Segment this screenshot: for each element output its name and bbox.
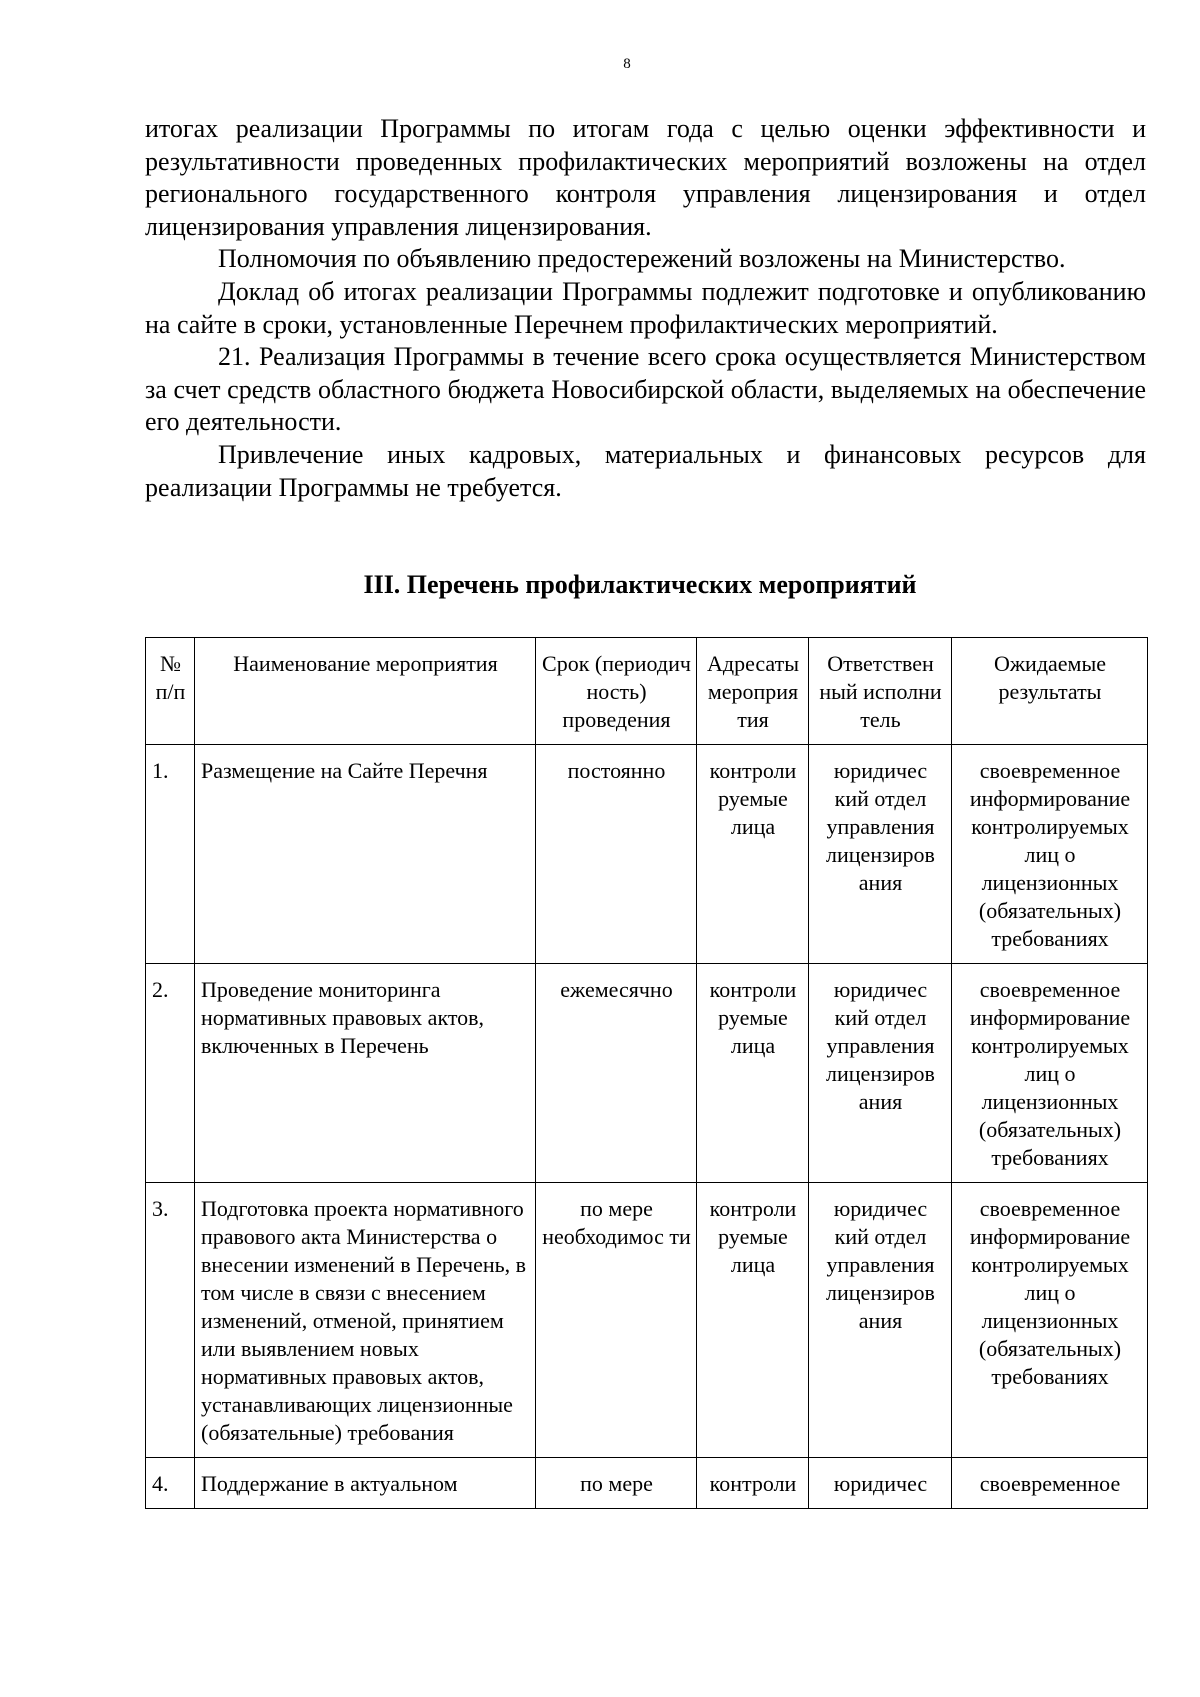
cell-num: 1. xyxy=(146,745,195,964)
paragraph: Доклад об итогах реализации Программы подлежит подготовке и опубликованию на сайте в сроки, установленные Перечнем профилактических мероприятий. xyxy=(145,276,1146,339)
body-text xyxy=(145,113,1146,504)
header-num: № п/п xyxy=(146,638,195,745)
cell-addressees: контроли руемые лица xyxy=(697,1183,809,1458)
table-row xyxy=(146,964,1148,1183)
cell-term: по мере необходимос ти xyxy=(536,1183,697,1458)
cell-addressees: контроли руемые лица xyxy=(697,964,809,1183)
header-executor: Ответствен ный исполни тель xyxy=(809,638,952,745)
cell-num: 2. xyxy=(146,964,195,1183)
table-header-row xyxy=(146,638,1148,745)
header-results: Ожидаемые результаты xyxy=(952,638,1148,745)
cell-name: Размещение на Сайте Перечня xyxy=(195,745,536,964)
cell-executor: юридичес xyxy=(809,1458,952,1509)
cell-num: 4. xyxy=(146,1458,195,1509)
table-row xyxy=(146,1183,1148,1458)
cell-executor: юридичес кий отдел управления лицензиров ания xyxy=(809,1183,952,1458)
cell-name: Поддержание в актуальном xyxy=(195,1458,536,1509)
paragraph: Полномочия по объявлению предостережений возложены на Министерство. xyxy=(218,244,1066,274)
cell-results: своевременное информирование контролируемых лиц о лицензионных (обязательных) требованиях xyxy=(952,964,1148,1183)
cell-term: по мере xyxy=(536,1458,697,1509)
cell-addressees: контроли руемые лица xyxy=(697,745,809,964)
header-term: Срок (периодич ность) проведения xyxy=(536,638,697,745)
events-table xyxy=(145,637,1148,1509)
table-row xyxy=(146,745,1148,964)
header-name: Наименование мероприятия xyxy=(195,638,536,745)
cell-addressees: контроли xyxy=(697,1458,809,1509)
page-number: 8 xyxy=(623,56,631,72)
cell-executor: юридичес кий отдел управления лицензиров ания xyxy=(809,745,952,964)
cell-results: своевременное xyxy=(952,1458,1148,1509)
cell-term: постоянно xyxy=(536,745,697,964)
table-row xyxy=(146,1458,1148,1509)
cell-results: своевременное информирование контролируемых лиц о лицензионных (обязательных) требованиях xyxy=(952,745,1148,964)
cell-num: 3. xyxy=(146,1183,195,1458)
paragraph: итогах реализации Программы по итогам года с целью оценки эффективности и результативности проведенных профилактических мероприятий возложены на отдел регионального государственного контроля управления лицензирования и отдел лицензирования управления лицензирования. xyxy=(145,114,1146,241)
cell-executor: юридичес кий отдел управления лицензиров ания xyxy=(809,964,952,1183)
paragraph: Привлечение иных кадровых, материальных и финансовых ресурсов для реализации Программы не требуется. xyxy=(145,439,1146,502)
paragraph: 21. Реализация Программы в течение всего срока осуществляется Министерством за счет средств областного бюджета Новосибирской области, выделяемых на обеспечение его деятельности. xyxy=(145,342,1146,437)
cell-results: своевременное информирование контролируемых лиц о лицензионных (обязательных) требованиях xyxy=(952,1183,1148,1458)
cell-name: Проведение мониторинга нормативных правовых актов, включенных в Перечень xyxy=(195,964,536,1183)
section-title: III. Перечень профилактических мероприятий xyxy=(363,570,917,599)
header-addressees: Адресаты мероприя тия xyxy=(697,638,809,745)
cell-name: Подготовка проекта нормативного правового акта Министерства о внесении изменений в Перечень, в том числе в связи с внесением изменений, отменой, принятием или выявлением новых нормативных правовых актов, устанавливающих лицензионные (обязательные) требования xyxy=(195,1183,536,1458)
cell-term: ежемесячно xyxy=(536,964,697,1183)
